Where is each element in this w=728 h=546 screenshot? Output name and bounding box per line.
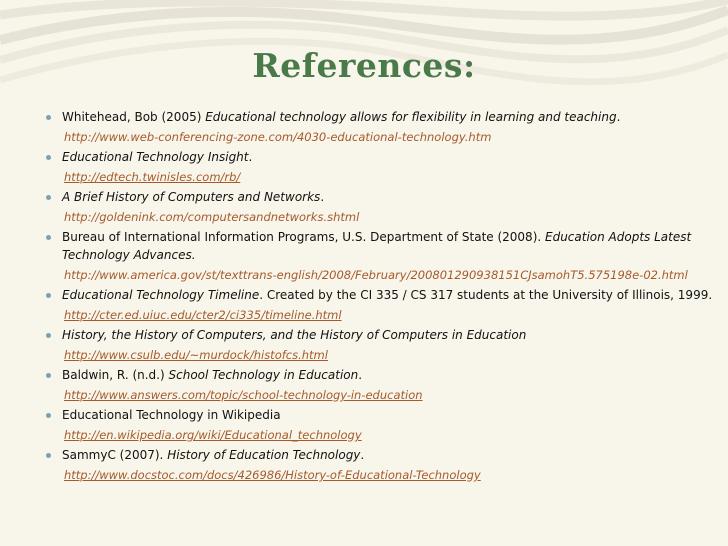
reference-link[interactable]: http://www.answers.com/topic/school-technology-in-education (64, 388, 423, 402)
citation-text: Bureau of International Information Programs, U.S. Department of State (2008). Education Adopts Latest Technology Advances. (62, 230, 692, 262)
bullet-icon (46, 235, 51, 240)
citation-text: Educational Technology in Wikipedia (62, 408, 281, 422)
reference-link[interactable]: http://www.america.gov/st/texttrans-english/2008/February/200801290938151CJsamohT5.575198e-02.html (64, 268, 688, 282)
list-item (14, 286, 720, 324)
reference-link[interactable]: http://en.wikipedia.org/wiki/Educational_technology (64, 428, 362, 442)
citation-text: SammyC (2007). History of Education Technology. (62, 448, 365, 462)
bullet-icon (46, 333, 51, 338)
list-item (14, 406, 720, 444)
citation-text: History, the History of Computers, and the History of Computers in Education (62, 328, 527, 342)
list-item (14, 228, 720, 284)
page-title: References: (252, 46, 476, 85)
bullet-icon (46, 195, 51, 200)
reference-list (14, 108, 720, 486)
list-item (14, 326, 720, 364)
reference-link[interactable]: http://edtech.twinisles.com/rb/ (64, 170, 241, 184)
bullet-icon (46, 453, 51, 458)
reference-link[interactable]: http://www.csulb.edu/~murdock/histofcs.html (64, 348, 328, 362)
bullet-icon (46, 155, 51, 160)
reference-link[interactable]: http://goldenink.com/computersandnetworks.shtml (64, 210, 360, 224)
list-item (14, 188, 720, 226)
list-item (14, 108, 720, 146)
bullet-icon (46, 293, 51, 298)
citation-text: Baldwin, R. (n.d.) School Technology in Education. (62, 368, 363, 382)
citation-text: A Brief History of Computers and Networks. (62, 190, 325, 204)
citation-text: Educational Technology Timeline. Created by the CI 335 / CS 317 students at the University of Illinois, 1999. (62, 288, 713, 302)
bullet-icon (46, 413, 51, 418)
citation-text: Whitehead, Bob (2005) Educational technology allows for flexibility in learning and teaching. (62, 110, 621, 124)
bullet-icon (46, 115, 51, 120)
reference-link[interactable]: http://www.web-conferencing-zone.com/4030-educational-technology.htm (64, 130, 492, 144)
list-item (14, 366, 720, 404)
list-item (14, 446, 720, 484)
citation-text: Educational Technology Insight. (62, 150, 253, 164)
bullet-icon (46, 373, 51, 378)
list-item (14, 148, 720, 186)
reference-link[interactable]: http://www.docstoc.com/docs/426986/History-of-Educational-Technology (64, 468, 481, 482)
reference-link[interactable]: http://cter.ed.uiuc.edu/cter2/ci335/timeline.html (64, 308, 342, 322)
